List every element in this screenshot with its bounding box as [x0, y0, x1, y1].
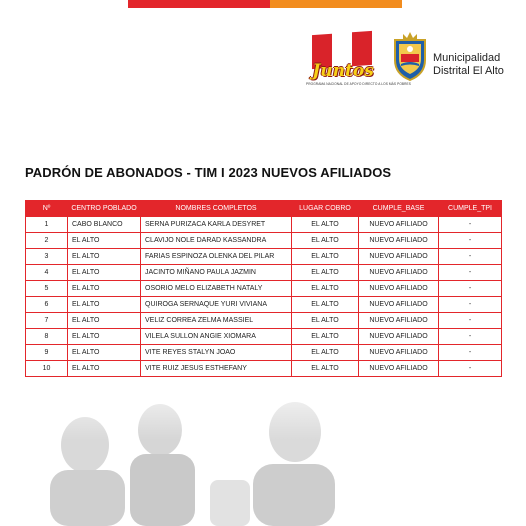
cell-cumple-base: NUEVO AFILIADO: [359, 265, 439, 281]
cell-lugar-cobro: EL ALTO: [292, 233, 359, 249]
cell-cumple-tpi: -: [439, 345, 502, 361]
cell-cumple-tpi: -: [439, 329, 502, 345]
table-row: [26, 265, 502, 281]
cell-lugar-cobro: EL ALTO: [292, 329, 359, 345]
table-row: [26, 313, 502, 329]
cell-lugar-cobro: EL ALTO: [292, 345, 359, 361]
cell-cumple-base: NUEVO AFILIADO: [359, 313, 439, 329]
municipality-name: [433, 52, 504, 78]
cell-lugar-cobro: EL ALTO: [292, 249, 359, 265]
cell-cumple-base: NUEVO AFILIADO: [359, 329, 439, 345]
cell-centro-poblado: CABO BLANCO: [68, 217, 141, 233]
table-row: [26, 233, 502, 249]
juntos-logo: [306, 31, 411, 91]
cell-number: 10: [26, 361, 68, 377]
juntos-logo-text: Juntos: [312, 61, 374, 81]
cell-lugar-cobro: EL ALTO: [292, 313, 359, 329]
cell-number: 5: [26, 281, 68, 297]
cell-lugar-cobro: EL ALTO: [292, 297, 359, 313]
cell-number: 2: [26, 233, 68, 249]
table-header-row: [26, 201, 502, 217]
cell-lugar-cobro: EL ALTO: [292, 265, 359, 281]
cell-nombre: VITE RUIZ JESUS ESTHEFANY: [141, 361, 292, 377]
table-row: [26, 345, 502, 361]
cell-centro-poblado: EL ALTO: [68, 249, 141, 265]
cell-nombre: FARIAS ESPINOZA OLENKA DEL PILAR: [141, 249, 292, 265]
page-title: PADRÓN DE ABONADOS - TIM I 2023 NUEVOS AFILIADOS: [25, 165, 392, 180]
cell-centro-poblado: EL ALTO: [68, 265, 141, 281]
cell-centro-poblado: EL ALTO: [68, 281, 141, 297]
cell-centro-poblado: EL ALTO: [68, 313, 141, 329]
cell-number: 6: [26, 297, 68, 313]
cell-number: 4: [26, 265, 68, 281]
cell-nombre: SERNA PURIZACA KARLA DESYRET: [141, 217, 292, 233]
cell-number: 9: [26, 345, 68, 361]
cell-cumple-base: NUEVO AFILIADO: [359, 233, 439, 249]
cell-lugar-cobro: EL ALTO: [292, 217, 359, 233]
cell-number: 7: [26, 313, 68, 329]
cell-cumple-tpi: -: [439, 265, 502, 281]
column-header-lugar-cobro: LUGAR COBRO: [292, 201, 359, 217]
column-header-cumple-base: CUMPLE_BASE: [359, 201, 439, 217]
cell-lugar-cobro: EL ALTO: [292, 281, 359, 297]
cell-nombre: QUIROGA SERNAQUE YURI VIVIANA: [141, 297, 292, 313]
cell-cumple-base: NUEVO AFILIADO: [359, 361, 439, 377]
cell-centro-poblado: EL ALTO: [68, 329, 141, 345]
cell-cumple-tpi: -: [439, 249, 502, 265]
cell-cumple-tpi: -: [439, 361, 502, 377]
municipality-name-line1: Municipalidad: [433, 52, 501, 64]
column-header-centro-poblado: CENTRO POBLADO: [68, 201, 141, 217]
subscribers-table: [25, 200, 501, 377]
cell-number: 3: [26, 249, 68, 265]
cell-centro-poblado: EL ALTO: [68, 297, 141, 313]
table-row: [26, 249, 502, 265]
cell-lugar-cobro: EL ALTO: [292, 361, 359, 377]
cell-cumple-tpi: -: [439, 297, 502, 313]
cell-number: 1: [26, 217, 68, 233]
cell-nombre: CLAVIJO NOLE DARAD KASSANDRA: [141, 233, 292, 249]
table-row: [26, 329, 502, 345]
table-row: [26, 217, 502, 233]
cell-nombre: VELIZ CORREA ZELMA MASSIEL: [141, 313, 292, 329]
cell-nombre: JACINTO MIÑANO PAULA JAZMIN: [141, 265, 292, 281]
column-header-cumple-tpi: CUMPLE_TPI: [439, 201, 502, 217]
table-row: [26, 297, 502, 313]
cell-cumple-base: NUEVO AFILIADO: [359, 345, 439, 361]
municipality-name-line2: Distrital El Alto: [433, 65, 504, 77]
cell-centro-poblado: EL ALTO: [68, 233, 141, 249]
cell-cumple-tpi: -: [439, 281, 502, 297]
table-row: [26, 281, 502, 297]
column-header-number: Nº: [26, 201, 68, 217]
cell-nombre: VILELA SULLON ANGIE XIOMARA: [141, 329, 292, 345]
top-accent-bar-red: [128, 0, 270, 8]
cell-centro-poblado: EL ALTO: [68, 361, 141, 377]
column-header-nombres-completos: NOMBRES COMPLETOS: [141, 201, 292, 217]
cell-cumple-base: NUEVO AFILIADO: [359, 217, 439, 233]
cell-cumple-base: NUEVO AFILIADO: [359, 249, 439, 265]
cell-number: 8: [26, 329, 68, 345]
cell-cumple-tpi: -: [439, 233, 502, 249]
cell-cumple-tpi: -: [439, 313, 502, 329]
faded-children-photo: [25, 370, 345, 526]
cell-nombre: VITE REYES STALYN JOAO: [141, 345, 292, 361]
juntos-tagline: PROGRAMA NACIONAL DE APOYO DIRECTO A LOS MÁS POBRES: [306, 82, 411, 86]
municipal-crest-icon: [391, 30, 429, 82]
cell-centro-poblado: EL ALTO: [68, 345, 141, 361]
top-accent-bar-orange: [270, 0, 402, 8]
cell-cumple-tpi: -: [439, 217, 502, 233]
cell-cumple-base: NUEVO AFILIADO: [359, 281, 439, 297]
cell-cumple-base: NUEVO AFILIADO: [359, 297, 439, 313]
table-row: [26, 361, 502, 377]
cell-nombre: OSORIO MELO ELIZABETH NATALY: [141, 281, 292, 297]
